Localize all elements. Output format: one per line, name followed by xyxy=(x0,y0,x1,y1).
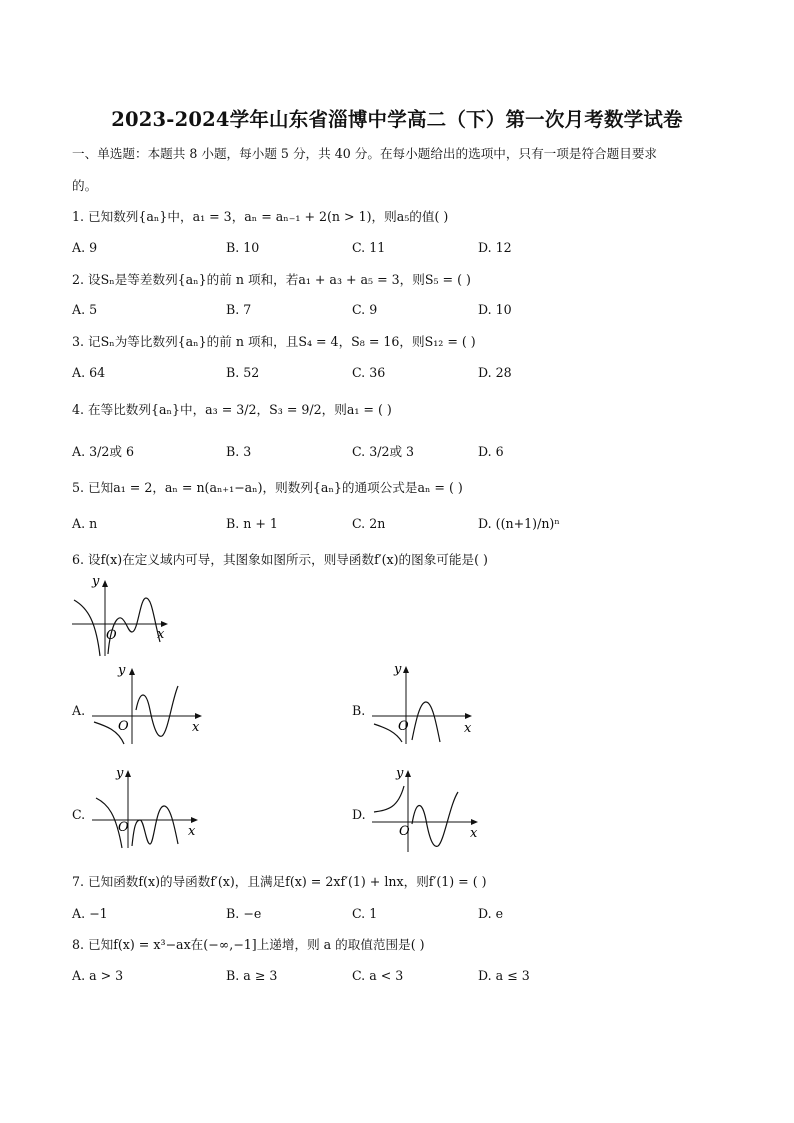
question-4-option-c: C. 3/2或 3 xyxy=(352,444,415,459)
graph-d-x-label: x xyxy=(470,826,478,841)
question-5-option-b: B. n + 1 xyxy=(226,516,278,531)
question-8-option-c: C. a < 3 xyxy=(352,968,404,983)
graph-a-y-label: y xyxy=(118,663,126,678)
graph-a-x-label: x xyxy=(192,720,200,735)
graph-d-origin-label: O xyxy=(399,824,410,839)
question-6-option-b: B. xyxy=(352,703,366,718)
question-8-option-d: D. a ≤ 3 xyxy=(478,968,530,983)
question-4-option-a: A. 3/2或 6 xyxy=(72,444,134,459)
question-8-stem: 8. 已知f(x) = x³−ax在(−∞,−1]上递增，则 a 的取值范围是( ) xyxy=(72,937,425,952)
section-heading-line2: 的。 xyxy=(72,178,98,193)
question-1-option-b: B. 10 xyxy=(226,240,260,255)
question-6-graph-b xyxy=(368,660,488,746)
question-7-option-d: D. e xyxy=(478,906,504,921)
question-6-figure xyxy=(68,572,178,660)
graph-c-x-label: x xyxy=(188,824,196,839)
question-2-stem: 2. 设Sₙ是等差数列{aₙ}的前 n 项和，若a₁ + a₃ + a₅ = 3，则S₅ = ( ) xyxy=(72,272,471,287)
question-4-option-d: D. 6 xyxy=(478,444,504,459)
question-6-origin-label: O xyxy=(106,628,117,643)
question-2-option-d: D. 10 xyxy=(478,302,512,317)
question-7-option-a: A. −1 xyxy=(72,906,108,921)
question-1-option-a: A. 9 xyxy=(72,240,98,255)
graph-b-x-label: x xyxy=(464,721,472,736)
question-3-option-a: A. 64 xyxy=(72,365,106,380)
question-5-stem: 5. 已知a₁ = 2，aₙ = n(aₙ₊₁−aₙ)，则数列{aₙ}的通项公式是aₙ = ( ) xyxy=(72,480,463,495)
question-6-option-c: C. xyxy=(72,807,86,822)
question-5-option-c: C. 2n xyxy=(352,516,386,531)
question-3-option-b: B. 52 xyxy=(226,365,260,380)
question-7-option-c: C. 1 xyxy=(352,906,378,921)
question-2-option-b: B. 7 xyxy=(226,302,252,317)
question-6-stem: 6. 设f(x)在定义域内可导，其图象如图所示，则导函数f′(x)的图象可能是( ) xyxy=(72,552,488,567)
question-6-graph-c xyxy=(88,764,208,850)
question-1-stem: 1. 已知数列{aₙ}中，a₁ = 3，aₙ = aₙ₋₁ + 2(n > 1)，则a₅的值( ) xyxy=(72,209,449,224)
graph-b-y-label: y xyxy=(394,662,402,677)
graph-b-origin-label: O xyxy=(398,719,409,734)
question-2-option-c: C. 9 xyxy=(352,302,378,317)
question-1-option-c: C. 11 xyxy=(352,240,386,255)
question-4-stem: 4. 在等比数列{aₙ}中，a₃ = 3/2，S₃ = 9/2，则a₁ = ( ) xyxy=(72,402,392,417)
question-3-stem: 3. 记Sₙ为等比数列{aₙ}的前 n 项和，且S₄ = 4，S₈ = 16，则S₁₂ = ( ) xyxy=(72,334,476,349)
question-6-x-label: x xyxy=(157,627,165,642)
question-5-option-a: A. n xyxy=(72,516,98,531)
question-6-y-label: y xyxy=(92,574,100,589)
question-2-option-a: A. 5 xyxy=(72,302,98,317)
question-6-graph-a xyxy=(88,660,208,746)
question-7-stem: 7. 已知函数f(x)的导函数f′(x)，且满足f(x) = 2xf′(1) + lnx，则f′(1) = ( ) xyxy=(72,874,487,889)
question-7-option-b: B. −e xyxy=(226,906,262,921)
question-1-option-d: D. 12 xyxy=(478,240,512,255)
question-6-graph-d xyxy=(368,764,488,854)
question-8-option-b: B. a ≥ 3 xyxy=(226,968,278,983)
question-3-option-c: C. 36 xyxy=(352,365,386,380)
graph-c-y-label: y xyxy=(116,766,124,781)
question-6-option-a: A. xyxy=(72,703,86,718)
exam-title: 2023-2024学年山东省淄博中学高二（下）第一次月考数学试卷 xyxy=(111,108,683,131)
question-4-option-b: B. 3 xyxy=(226,444,252,459)
graph-c-origin-label: O xyxy=(118,820,129,835)
question-6-option-d: D. xyxy=(352,807,366,822)
question-3-option-d: D. 28 xyxy=(478,365,512,380)
section-heading-line1: 一、单选题：本题共 8 小题，每小题 5 分，共 40 分。在每小题给出的选项中，只有一项是符合题目要求 xyxy=(72,146,658,161)
question-5-option-d: D. ((n+1)/n)ⁿ xyxy=(478,516,560,531)
graph-a-origin-label: O xyxy=(118,719,129,734)
graph-d-y-label: y xyxy=(396,766,404,781)
question-8-option-a: A. a > 3 xyxy=(72,968,124,983)
